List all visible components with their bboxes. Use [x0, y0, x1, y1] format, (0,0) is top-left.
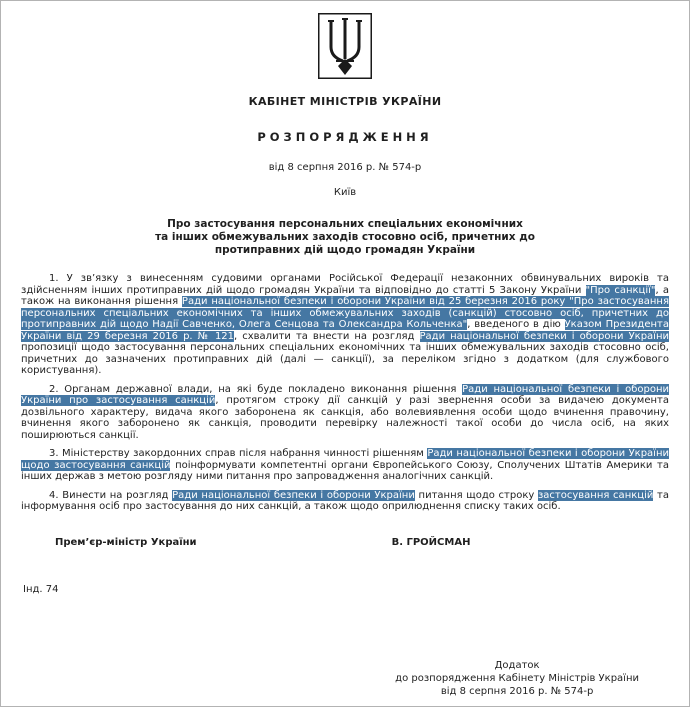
doc-reference-link[interactable]: Ради національної безпеки і оборони України: [419, 330, 670, 342]
title-line: протиправних дій щодо громадян України: [214, 244, 476, 256]
signature-name: В. ГРОЙСМАН: [391, 536, 471, 548]
document-type: РОЗПОРЯДЖЕННЯ: [257, 130, 433, 144]
tryzub-icon: [318, 13, 372, 79]
paragraph-text: , протягом строку дії санкцій у разі звернення особи за видачею документа дозвільного характеру, видача якого заборонена як санкція, або волевиявлення особи щодо вчинення правочину, вчинення якого заборонено як санкція, проводити перевірку належності такої особи до числа осіб, на яких поширюються санкції.: [21, 395, 669, 441]
doc-reference-link[interactable]: Ради національної безпеки і оборони України про застосування санкцій: [21, 383, 669, 406]
paragraph-text: , а також на виконання рішення: [21, 284, 669, 307]
paragraph: [21, 448, 669, 483]
document-date-number: від 8 серпня 2016 р. № 574-р: [268, 162, 422, 173]
document-body: [21, 273, 669, 513]
doc-reference-link[interactable]: Ради національної безпеки і оборони України від 25 березня 2016 року "Про застосування персональних спеціальних економічних та інших обмежувальних заходів (санкцій) стосовно осіб, причетних до протиправних дій щодо Надії Савченко, Олега Сенцова та Олександра Кольченка": [21, 296, 669, 330]
signature-position: Прем’єр-міністр України: [55, 536, 197, 548]
paragraph: [21, 384, 669, 442]
index-number: Інд. 74: [23, 583, 59, 595]
coat-of-arms: [21, 13, 669, 79]
paragraph-text: та інформування осіб про застосування до них санкцій, а також щодо оприлюднення списку таких осіб.: [21, 489, 669, 512]
title-line: Про застосування персональних спеціальних економічних: [167, 218, 523, 230]
doc-reference-link[interactable]: "Про санкції": [585, 284, 656, 296]
paragraph-text: пропозиції щодо застосування персональних спеціальних економічних та інших обмежувальних заходів стосовно осіб, причетних до зазначених протиправних дій (далі — санкції), за переліком згідно з додатком (для службового користування).: [21, 342, 669, 376]
doc-reference-link[interactable]: застосування санкцій: [537, 489, 654, 501]
organization-name: КАБІНЕТ МІНІСТРІВ УКРАЇНИ: [248, 95, 442, 108]
signature-row: [21, 537, 669, 548]
city-label: Київ: [333, 187, 357, 198]
paragraph-text: 4. Винести на розгляд: [49, 489, 173, 501]
doc-reference-link[interactable]: Ради національної безпеки і оборони України: [172, 489, 415, 501]
paragraph-text: поінформувати компетентні органи Європейського Союзу, Сполучених Штатів Америки та інших держав з метою розгляду ними питання про запровадження аналогічних санкцій.: [21, 459, 669, 482]
paragraph: [21, 490, 669, 513]
paragraph-text: питання щодо строку: [414, 489, 538, 501]
annex-line: Додаток: [494, 659, 540, 671]
paragraph-text: 3. Міністерству закордонних справ після набрання чинності рішенням: [49, 448, 428, 459]
paragraph-text: , введеного в дію: [467, 319, 565, 330]
paragraph-text: , схвалити та внести на розгляд: [234, 330, 420, 342]
title-line: та інших обмежувальних заходів стосовно осіб, причетних до: [155, 231, 535, 243]
paragraph: [21, 273, 669, 377]
paragraph-text: 1. У зв’язку з винесенням судовими органами Російської Федерації незаконних обвинувальних вироків та здійсненням інших протиправних дій щодо громадян України та відповідно до статті 5 Закону України: [21, 273, 669, 296]
annex-line: від 8 серпня 2016 р. № 574-р: [440, 685, 594, 697]
doc-reference-link[interactable]: Указом Президента України від 29 березня 2016 р. № 121: [21, 319, 669, 342]
doc-reference-link[interactable]: Ради національної безпеки і оборони України щодо застосування санкцій: [21, 448, 669, 471]
annex-block: [395, 659, 639, 698]
paragraph-text: 2. Органам державної влади, на які буде покладено виконання рішення: [49, 383, 463, 395]
annex-line: до розпорядження Кабінету Міністрів України: [395, 672, 639, 684]
document-title: [21, 218, 669, 257]
